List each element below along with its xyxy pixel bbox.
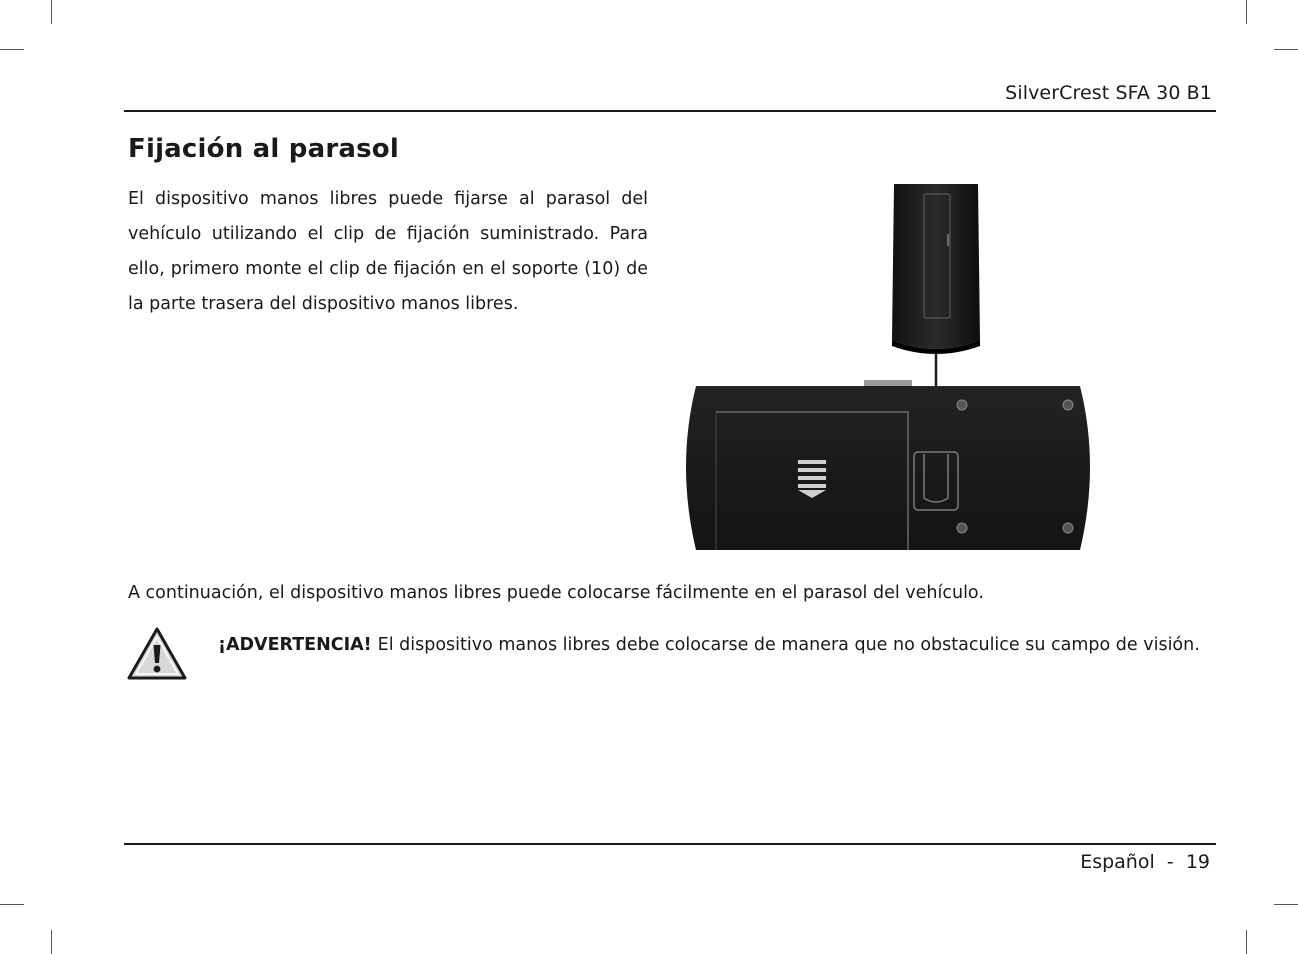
followup-paragraph: A continuación, el dispositivo manos libres puede colocarse fácilmente en el parasol del vehículo. [128,583,984,603]
crop-mark-bottom-right-v [1246,930,1247,954]
header-rule [124,110,1216,112]
page-header-product: SilverCrest SFA 30 B1 [1005,82,1212,104]
footer-language: Español [1080,851,1155,873]
crop-mark-top-right-v [1246,0,1247,24]
warning-triangle-icon [126,626,188,682]
mounting-illustration [676,180,1100,554]
crop-mark-bottom-left-v [51,930,52,954]
page-footer [1080,851,1210,873]
handsfree-device-back-icon [686,380,1090,550]
section-title: Fijación al parasol [128,134,399,164]
warning-paragraph [218,629,1212,661]
mounting-clip-icon [892,184,980,354]
crop-mark-bottom-right-h [1274,904,1298,905]
intro-paragraph: El dispositivo manos libres puede fijarse al parasol del vehículo utilizando el clip de fijación suministrado. Para ello, primero monte el clip de fijación en el soporte (10) de la parte trasera del dispositivo manos libres. [128,189,648,314]
footer-rule [124,843,1216,845]
crop-mark-bottom-left-h [0,904,24,905]
footer-separator: - [1166,851,1174,873]
warning-text: El dispositivo manos libres debe colocarse de manera que no obstaculice su campo de visión. [377,635,1200,655]
warning-label: ¡ADVERTENCIA! [218,635,372,655]
crop-mark-top-right-h [1274,49,1298,50]
crop-mark-top-left-h [0,49,24,50]
page-number: 19 [1185,851,1210,873]
crop-mark-top-left-v [51,0,52,24]
